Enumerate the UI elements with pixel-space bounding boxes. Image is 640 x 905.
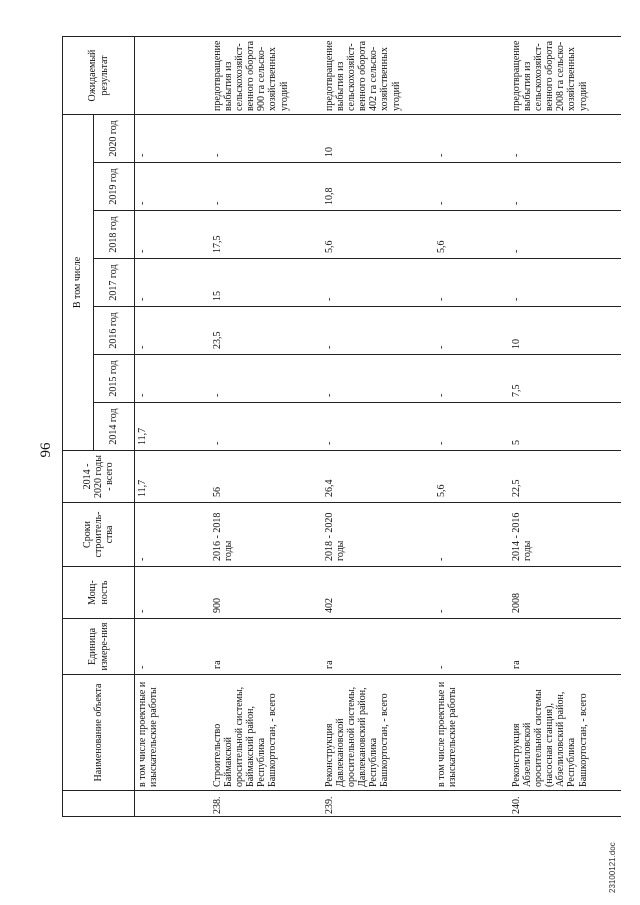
row-2014: -: [434, 403, 509, 451]
header-number: [63, 791, 135, 817]
row-number: 239.: [322, 791, 434, 817]
row-2015: -: [135, 355, 210, 403]
row-total: 5,6: [434, 451, 509, 503]
row-2019: -: [135, 163, 210, 211]
row-capacity: 402: [322, 567, 434, 619]
row-2019: -: [210, 163, 322, 211]
row-2019: -: [509, 163, 621, 211]
row-unit: -: [434, 619, 509, 675]
row-2016: 10: [509, 307, 621, 355]
row-capacity: 900: [210, 567, 322, 619]
row-2016: -: [135, 307, 210, 355]
row-name: Реконструкция Давлекановской оросительной системы, Давлекановский район, Республика Башкортостан, - всего: [322, 675, 434, 791]
row-terms: 2016 - 2018 годы: [210, 503, 322, 567]
row-unit: га: [322, 619, 434, 675]
row-number: [135, 791, 210, 817]
row-result: [135, 37, 210, 115]
row-result: предотвращение выбытия из сельскохозяйст-венного оборота 900 га сельско-хозяйственных угодий: [210, 37, 322, 115]
row-terms: -: [434, 503, 509, 567]
footer-filename: 23100121.doc: [608, 842, 617, 893]
row-2020: -: [210, 115, 322, 163]
row-terms: -: [135, 503, 210, 567]
header-year: 2014 год: [94, 403, 135, 451]
row-2019: -: [434, 163, 509, 211]
row-2016: -: [322, 307, 434, 355]
page-number: 96: [38, 442, 54, 458]
row-2014: -: [210, 403, 322, 451]
header-terms: Сроки строитель-ства: [63, 503, 135, 567]
row-2017: -: [434, 259, 509, 307]
header-total: 2014 - 2020 годы - всего: [63, 451, 135, 503]
row-2015: -: [434, 355, 509, 403]
table-row: [135, 37, 210, 817]
row-2019: 10,8: [322, 163, 434, 211]
row-total: 56: [210, 451, 322, 503]
header-year: 2018 год: [94, 211, 135, 259]
row-total: 22,5: [509, 451, 621, 503]
table-row: [210, 37, 322, 817]
row-2014: 11,7: [135, 403, 210, 451]
row-number: 238.: [210, 791, 322, 817]
row-capacity: -: [135, 567, 210, 619]
row-name: в том числе проектные и изыскательские работы: [434, 675, 509, 791]
header-year: 2017 год: [94, 259, 135, 307]
row-2015: -: [322, 355, 434, 403]
row-2018: 5,6: [434, 211, 509, 259]
header-capacity: Мощ-ность: [63, 567, 135, 619]
header-year: 2020 год: [94, 115, 135, 163]
row-total: 26,4: [322, 451, 434, 503]
row-2020: 10: [322, 115, 434, 163]
row-2018: 17,5: [210, 211, 322, 259]
header-year: 2019 год: [94, 163, 135, 211]
row-2016: -: [434, 307, 509, 355]
row-2017: -: [135, 259, 210, 307]
row-total: 11,7: [135, 451, 210, 503]
row-2014: -: [322, 403, 434, 451]
row-2015: -: [210, 355, 322, 403]
row-capacity: -: [434, 567, 509, 619]
row-name: Реконструкция Абзелиловской оросительной системы (насосная станция), Абзелиловский район, Республика Башкортостан, - всего: [509, 675, 621, 791]
row-2017: -: [509, 259, 621, 307]
table-row: [434, 37, 509, 817]
row-2015: 7,5: [509, 355, 621, 403]
row-2018: -: [135, 211, 210, 259]
row-2014: 5: [509, 403, 621, 451]
row-terms: 2014 - 2016 годы: [509, 503, 621, 567]
row-2020: -: [434, 115, 509, 163]
row-2017: 15: [210, 259, 322, 307]
row-2016: 23,5: [210, 307, 322, 355]
row-capacity: 2008: [509, 567, 621, 619]
table-row: [509, 37, 621, 817]
header-row-1: [63, 37, 94, 817]
row-number: 240.: [509, 791, 621, 817]
row-2018: -: [509, 211, 621, 259]
table-row: [322, 37, 434, 817]
row-number: [434, 791, 509, 817]
row-result: [434, 37, 509, 115]
row-result: предотвращение выбытия из сельскохозяйст-венного оборота 402 га сельско-хозяйственных угодий: [322, 37, 434, 115]
row-2020: -: [135, 115, 210, 163]
header-including: В том числе: [63, 115, 94, 451]
header-name: Наименование объекта: [63, 675, 135, 791]
row-result: предотвращение выбытия из сельскохозяйст-венного оборота 2008 га сельско-хозяйственных угодий: [509, 37, 621, 115]
row-name: в том числе проектные и изыскательские работы: [135, 675, 210, 791]
row-unit: га: [210, 619, 322, 675]
row-name: Строительство Баймакской оросительной системы, Баймакский район, Республика Башкортостан, - всего: [210, 675, 322, 791]
row-terms: 2018 - 2020 годы: [322, 503, 434, 567]
row-2020: -: [509, 115, 621, 163]
row-2017: -: [322, 259, 434, 307]
row-2018: 5,6: [322, 211, 434, 259]
header-year: 2015 год: [94, 355, 135, 403]
header-unit: Единица измере-ния: [63, 619, 135, 675]
row-unit: -: [135, 619, 210, 675]
header-result: Ожидаемый результат: [63, 37, 135, 115]
row-unit: га: [509, 619, 621, 675]
header-year: 2016 год: [94, 307, 135, 355]
investment-table: [62, 36, 621, 817]
